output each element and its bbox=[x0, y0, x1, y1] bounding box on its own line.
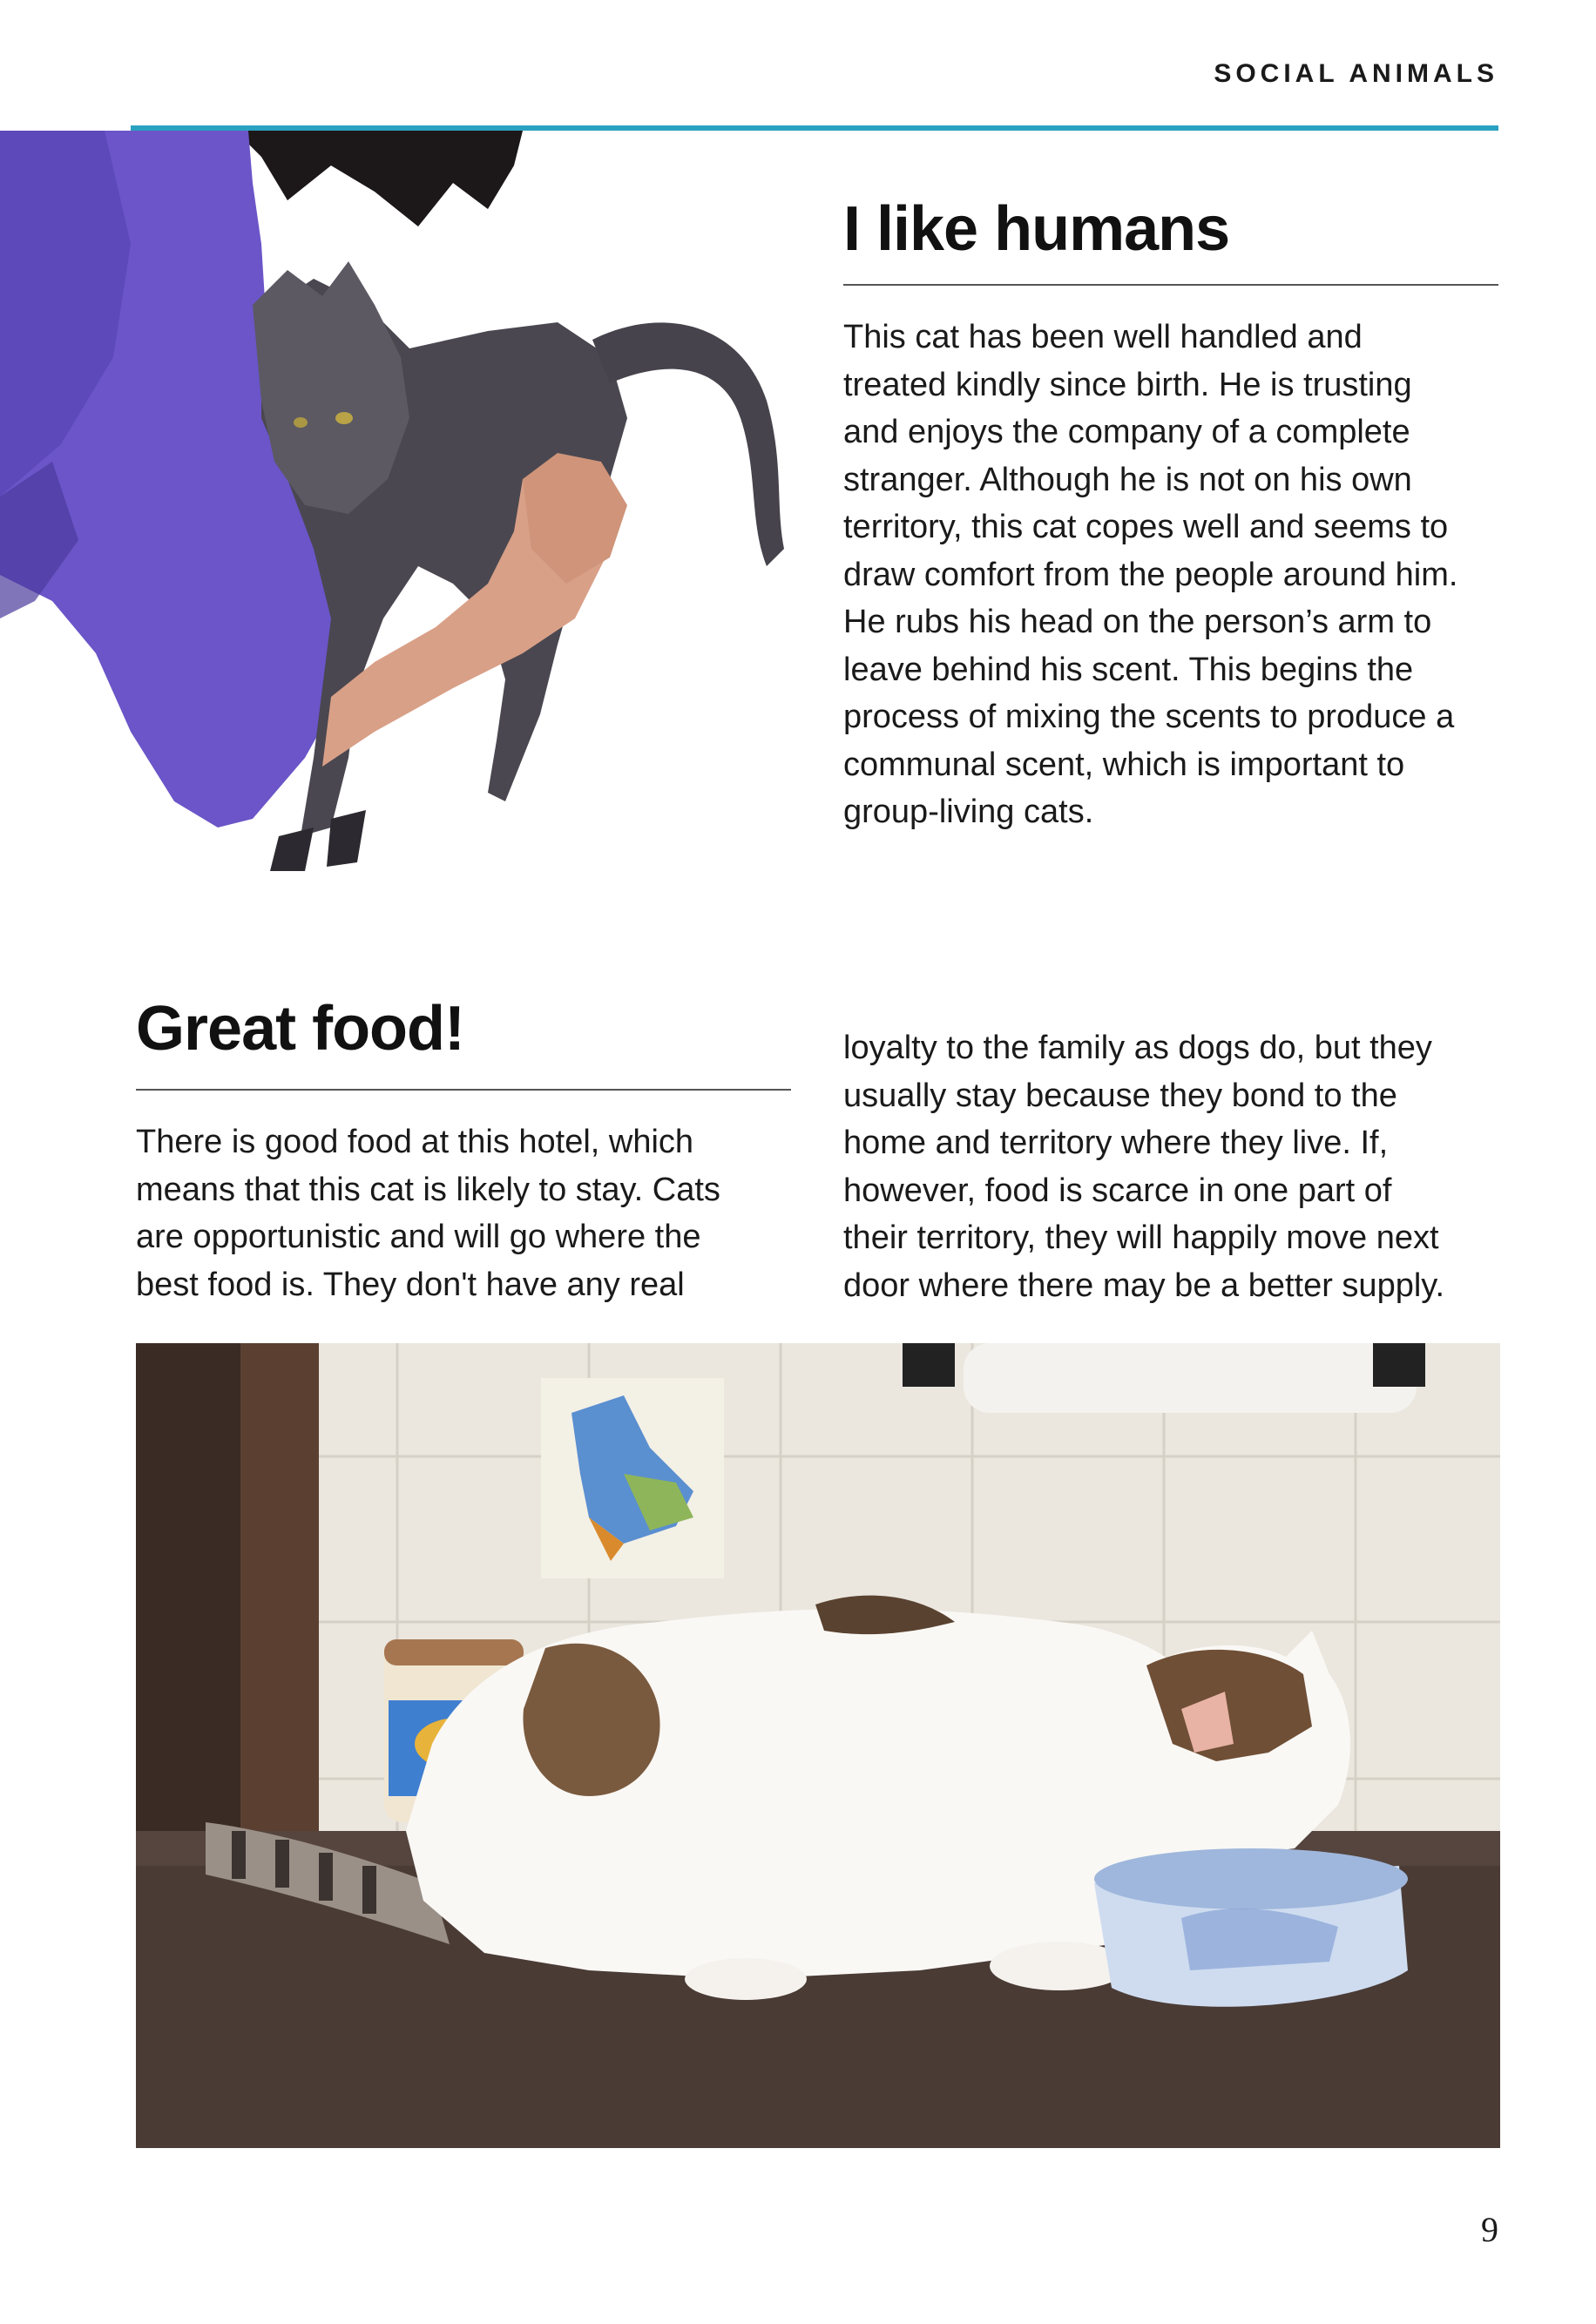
section-rule bbox=[136, 1089, 791, 1091]
section-title-food: Great food! bbox=[136, 994, 464, 1064]
text-line: He rubs his head on the person’s arm to bbox=[843, 604, 1432, 640]
text-line: however, food is scarce in one part of bbox=[843, 1172, 1392, 1209]
text-line: territory, this cat copes well and seems to bbox=[843, 509, 1449, 545]
text-line: are opportunistic and will go where the bbox=[136, 1219, 701, 1255]
text-line: loyalty to the family as dogs do, but they bbox=[843, 1030, 1432, 1066]
cat-hug-illustration bbox=[0, 131, 810, 880]
page-number: 9 bbox=[1481, 2210, 1498, 2249]
text-line: treated kindly since birth. He is trusting bbox=[843, 366, 1412, 403]
section-rule bbox=[843, 284, 1498, 286]
text-line: process of mixing the scents to produce a bbox=[843, 699, 1455, 735]
text-line: There is good food at this hotel, which bbox=[136, 1124, 694, 1160]
text-line: group-living cats. bbox=[843, 794, 1094, 830]
text-line: This cat has been well handled and bbox=[843, 319, 1363, 355]
photo-person-hugging-cat bbox=[0, 131, 810, 880]
photo-cat-eating bbox=[136, 1343, 1500, 2148]
text-line: stranger. Although he is not on his own bbox=[843, 461, 1412, 498]
text-line: their territory, they will happily move next bbox=[843, 1219, 1439, 1256]
text-line: means that this cat is likely to stay. Cats bbox=[136, 1171, 720, 1208]
section-body-food-continued bbox=[843, 1024, 1505, 1309]
section-title-humans: I like humans bbox=[843, 194, 1230, 264]
section-body-humans bbox=[843, 314, 1505, 836]
text-line: leave behind his scent. This begins the bbox=[843, 651, 1414, 688]
section-body-food bbox=[136, 1118, 807, 1308]
text-line: home and territory where they live. If, bbox=[843, 1125, 1389, 1161]
text-line: communal scent, which is important to bbox=[843, 746, 1405, 783]
text-line: door where there may be a better supply. bbox=[843, 1267, 1445, 1304]
running-head: SOCIAL ANIMALS bbox=[1214, 59, 1498, 88]
text-line: best food is. They don't have any real bbox=[136, 1266, 685, 1303]
text-line: usually stay because they bond to the bbox=[843, 1077, 1397, 1114]
text-line: draw comfort from the people around him. bbox=[843, 556, 1458, 593]
cat-eating-illustration bbox=[136, 1343, 1500, 2148]
text-line: and enjoys the company of a complete bbox=[843, 414, 1410, 450]
